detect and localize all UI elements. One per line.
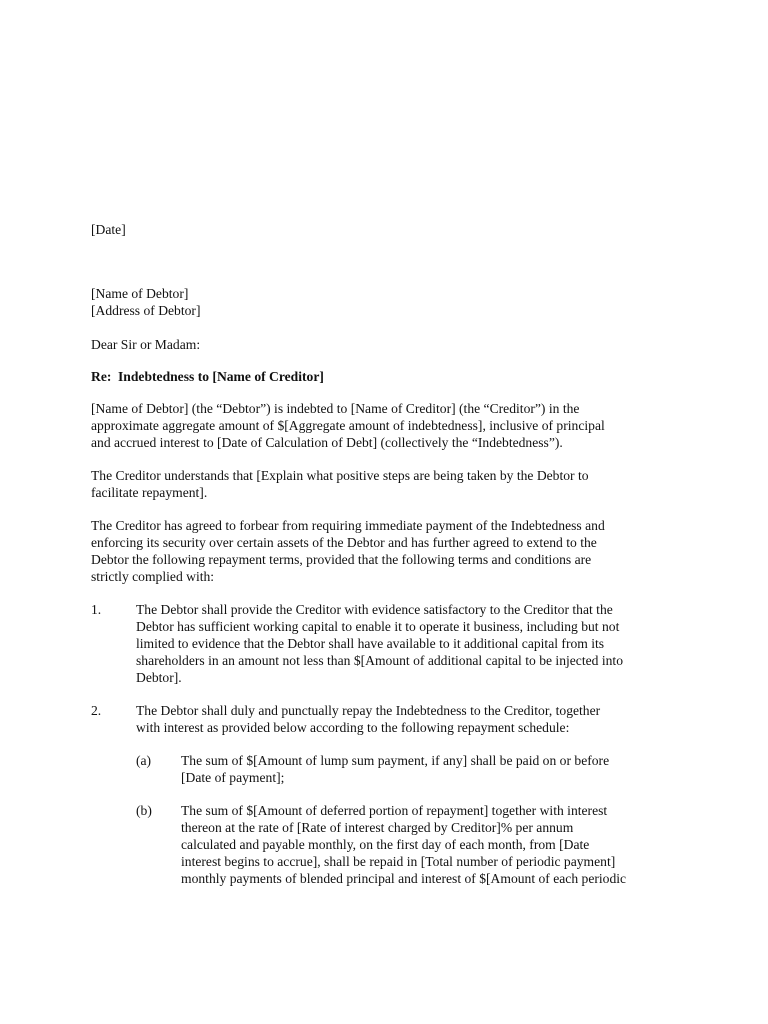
re-label: Re: bbox=[91, 369, 112, 384]
sub-item-a-line: The sum of $[Amount of lump sum payment, if any] shall be paid on or before bbox=[181, 753, 610, 768]
re-subject: Indebtedness to [Name of Creditor] bbox=[118, 369, 324, 384]
item-2-line: The Debtor shall duly and punctually repay the Indebtedness to the Creditor, together bbox=[136, 703, 601, 718]
item-2-line: with interest as provided below according to the following repayment schedule: bbox=[136, 720, 570, 735]
paragraph-2-line: The Creditor understands that [Explain what positive steps are being taken by the Debtor to bbox=[91, 468, 589, 483]
sub-item-b-line: thereon at the rate of [Rate of interest charged by Creditor]% per annum bbox=[181, 820, 574, 835]
sub-item-b-line: interest begins to accrue], shall be repaid in [Total number of periodic payment] bbox=[181, 854, 616, 869]
item-1-line: Debtor]. bbox=[136, 670, 182, 685]
sub-item-a-label: (a) bbox=[136, 753, 152, 768]
paragraph-1-line: [Name of Debtor] (the “Debtor”) is indebted to [Name of Creditor] (the “Creditor”) in the bbox=[91, 401, 580, 416]
item-2-number: 2. bbox=[91, 703, 102, 718]
paragraph-2-line: facilitate repayment]. bbox=[91, 485, 208, 500]
paragraph-1-line: and accrued interest to [Date of Calculation of Debt] (collectively the “Indebtedness”). bbox=[91, 435, 563, 450]
sub-item-b-line: monthly payments of blended principal and interest of $[Amount of each periodic bbox=[181, 871, 627, 886]
sub-item-b-line: The sum of $[Amount of deferred portion of repayment] together with interest bbox=[181, 803, 608, 818]
item-1-number: 1. bbox=[91, 602, 102, 617]
paragraph-1-line: approximate aggregate amount of $[Aggregate amount of indebtedness], inclusive of principal bbox=[91, 418, 605, 433]
letter-date: [Date] bbox=[91, 222, 126, 237]
salutation: Dear Sir or Madam: bbox=[91, 337, 201, 352]
paragraph-3-line: strictly complied with: bbox=[91, 569, 215, 584]
recipient-address: [Address of Debtor] bbox=[91, 303, 201, 318]
sub-item-b-line: calculated and payable monthly, on the first day of each month, from [Date bbox=[181, 837, 590, 852]
item-1-line: The Debtor shall provide the Creditor with evidence satisfactory to the Creditor that the bbox=[136, 602, 613, 617]
sub-item-b-label: (b) bbox=[136, 803, 152, 818]
paragraph-3-line: The Creditor has agreed to forbear from requiring immediate payment of the Indebtedness and bbox=[91, 518, 605, 533]
item-1-line: shareholders in an amount not less than $[Amount of additional capital to be injected into bbox=[136, 653, 623, 668]
paragraph-3-line: enforcing its security over certain assets of the Debtor and has further agreed to extend to the bbox=[91, 535, 597, 550]
sub-item-a-line: [Date of payment]; bbox=[181, 770, 285, 785]
item-1-line: Debtor has sufficient working capital to enable it to operate it business, including but not bbox=[136, 619, 620, 634]
item-1-line: limited to evidence that the Debtor shall have available to it additional capital from its bbox=[136, 636, 605, 651]
recipient-name: [Name of Debtor] bbox=[91, 286, 189, 301]
paragraph-3-line: Debtor the following repayment terms, provided that the following terms and conditions are bbox=[91, 552, 592, 567]
